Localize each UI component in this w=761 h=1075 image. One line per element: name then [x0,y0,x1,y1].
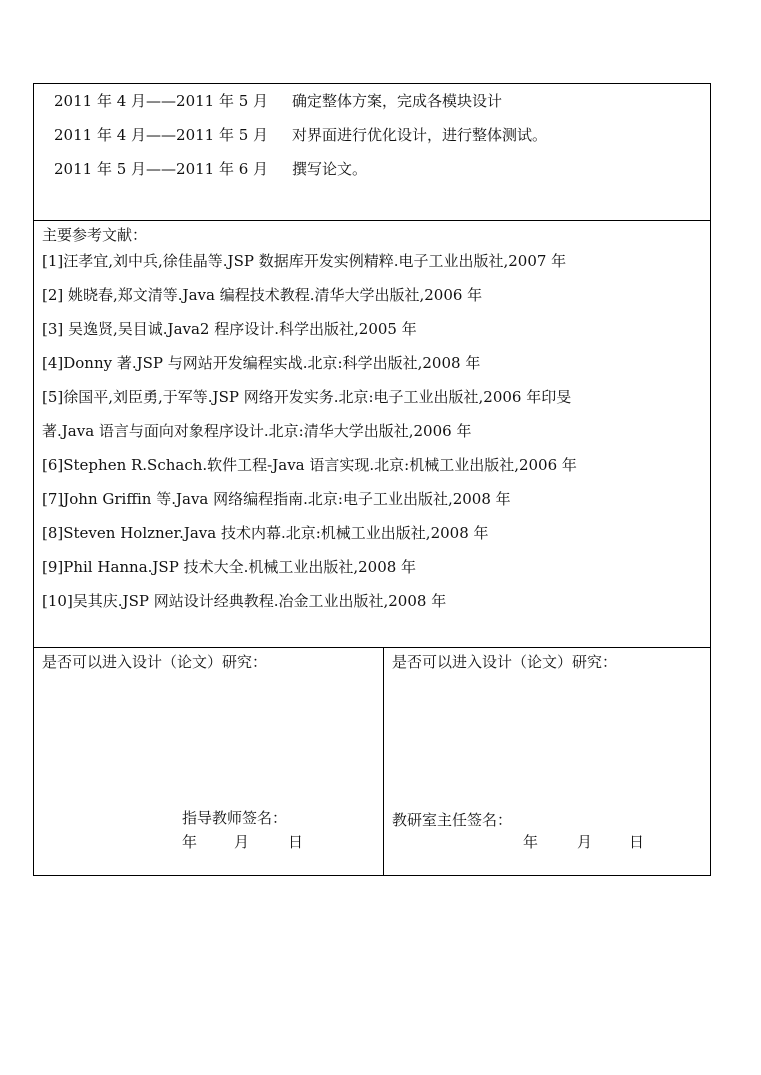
reference-item: [3] 吴逸贤,吴目诚.Java2 程序设计.科学出版社,2005 年 [42,320,417,338]
advisor-approval-cell [34,648,384,875]
schedule-period: 2011 年 5 月——2011 年 6 月 [54,160,269,178]
advisor-signature-label: 指导教师签名： [182,809,288,827]
schedule-row [54,125,547,145]
schedule-period: 2011 年 4 月——2011 年 5 月 [54,126,269,144]
date-day-label: 日 [629,833,645,851]
schedule-section [34,84,710,221]
reference-item: [2] 姚晓春,郑文清等.Java 编程技术教程.清华大学出版社,2006 年 [42,286,483,304]
schedule-row [54,91,502,111]
reference-item: [7]John Griffin 等.Java 网络编程指南.北京:电子工业出版社,2008 年 [42,490,511,508]
approval-question: 是否可以进入设计（论文）研究： [42,653,268,671]
proposal-form-table [33,83,711,876]
approval-section [34,648,710,875]
schedule-task: 确定整体方案，完成各模块设计 [292,92,503,110]
date-month-label: 月 [577,833,593,851]
references-heading: 主要参考文献： [42,226,148,244]
schedule-period: 2011 年 4 月——2011 年 5 月 [54,92,269,110]
reference-item: [4]Donny 著.JSP 与网站开发编程实战.北京:科学出版社,2008 年 [42,354,481,372]
date-day-label: 日 [288,833,304,851]
date-year-label: 年 [523,833,539,851]
references-section [34,221,710,648]
schedule-task: 撰写论文。 [292,160,368,178]
reference-item: [5]徐国平,刘臣勇,于军等.JSP 网络开发实务.北京:电子工业出版社,2006 年印旻 [42,388,572,406]
department-approval-cell [384,648,710,875]
schedule-row [54,159,367,179]
date-year-label: 年 [182,833,198,851]
schedule-task: 对界面进行优化设计，进行整体测试。 [292,126,548,144]
reference-item-continuation: 著.Java 语言与面向对象程序设计.北京:清华大学出版社,2006 年 [42,422,472,440]
reference-item: [8]Steven Holzner.Java 技术内幕.北京:机械工业出版社,2008 年 [42,524,489,542]
reference-item: [1]汪孝宜,刘中兵,徐佳晶等.JSP 数据库开发实例精粹.电子工业出版社,2007 年 [42,252,567,270]
reference-item: [9]Phil Hanna.JSP 技术大全.机械工业出版社,2008 年 [42,558,417,576]
department-head-signature-label: 教研室主任签名： [392,811,513,829]
approval-question: 是否可以进入设计（论文）研究： [392,653,618,671]
date-month-label: 月 [234,833,250,851]
reference-item: [10]吴其庆.JSP 网站设计经典教程.冶金工业出版社,2008 年 [42,592,447,610]
reference-item: [6]Stephen R.Schach.软件工程-Java 语言实现.北京:机械工业出版社,2006 年 [42,456,577,474]
